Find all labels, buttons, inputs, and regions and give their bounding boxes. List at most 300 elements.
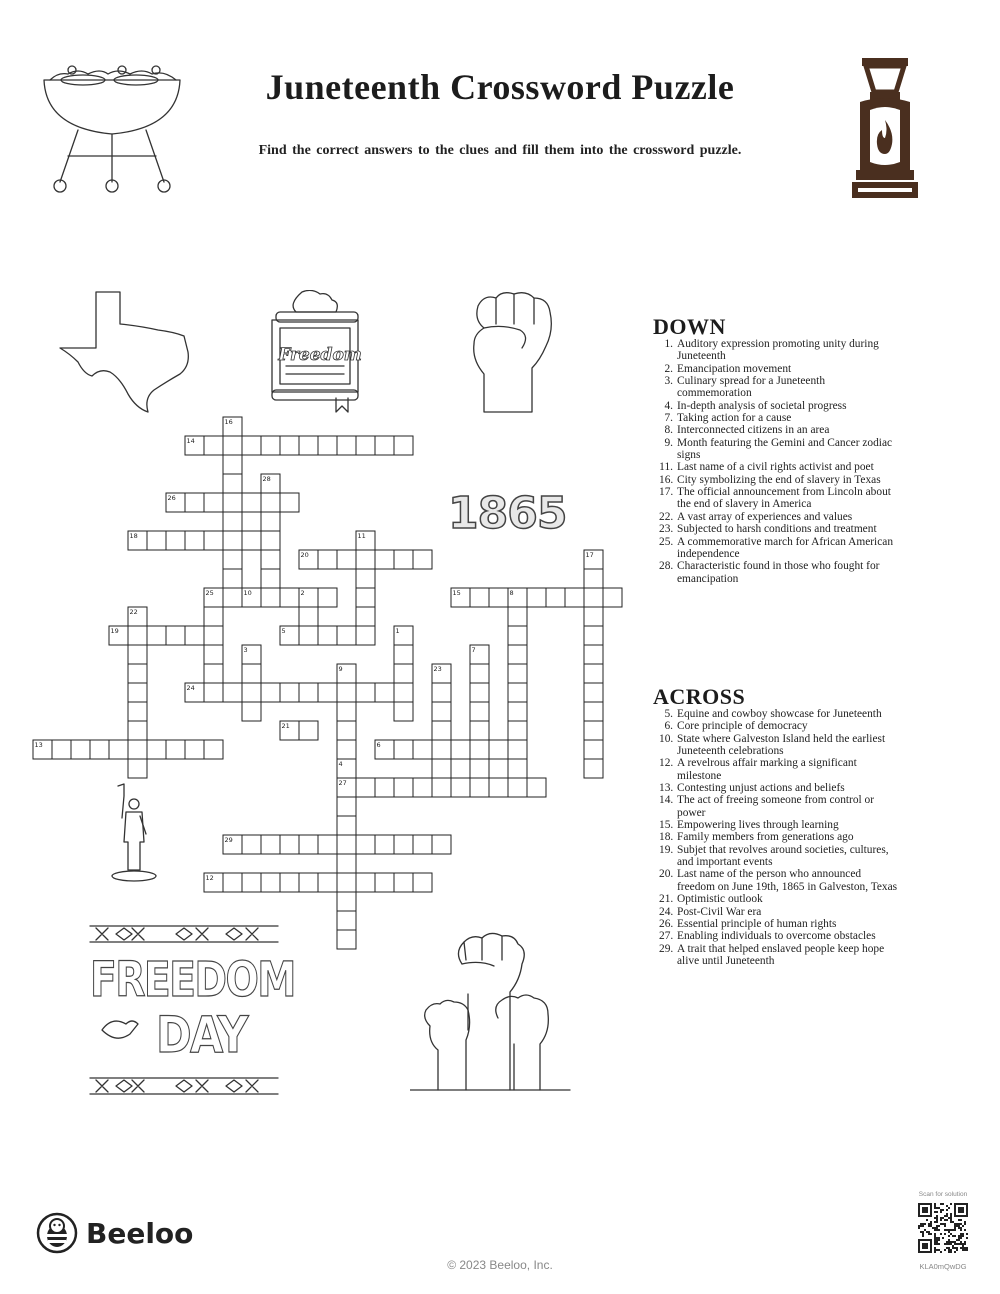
clue-number: 22. [659, 510, 674, 523]
crossword-cell[interactable] [185, 531, 204, 550]
clue-text: Empowering lives through learning [677, 819, 839, 832]
clue-text: In-depth analysis of societal progress [677, 399, 847, 412]
clue-number: 29. [659, 942, 674, 955]
clue-text: Contesting unjust actions and beliefs [677, 782, 845, 795]
crossword-cell[interactable] [394, 550, 413, 569]
clue-number: 28. [659, 560, 674, 573]
down-clue [659, 375, 899, 400]
crossword-cell[interactable] [413, 835, 432, 854]
crossword-cell[interactable] [299, 436, 318, 455]
crossword-cell[interactable] [337, 683, 356, 702]
crossword-cell[interactable] [413, 778, 432, 797]
crossword-cell[interactable] [527, 588, 546, 607]
crossword-cell[interactable] [128, 721, 147, 740]
across-clue [659, 782, 899, 794]
crossword-cell[interactable] [356, 569, 375, 588]
clue-text: Taking action for a cause [677, 412, 792, 425]
crossword-cell[interactable] [147, 740, 166, 759]
year-1865-label: 1865 [448, 488, 567, 539]
clue-number: 1. [664, 338, 673, 350]
down-clue [659, 474, 899, 486]
crossword-cell[interactable] [223, 493, 242, 512]
clue-number: 6. [664, 720, 673, 733]
down-clue [659, 437, 899, 462]
crossword-cell[interactable] [337, 740, 356, 759]
crossword-cell[interactable] [204, 626, 223, 645]
crossword-cell[interactable] [280, 683, 299, 702]
bee-icon [36, 1212, 78, 1254]
clue-cell-number: 28 [262, 475, 271, 483]
clue-cell-number: 15 [452, 589, 461, 597]
crossword-cell[interactable] [261, 873, 280, 892]
crossword-cell[interactable] [508, 740, 527, 759]
crossword-cell[interactable] [204, 531, 223, 550]
clue-cell-number: 12 [205, 874, 214, 882]
crossword-cell[interactable] [147, 531, 166, 550]
clue-cell-number: 9 [338, 665, 343, 673]
crossword-cell[interactable] [489, 740, 508, 759]
crossword-cell[interactable] [432, 740, 451, 759]
clue-cell-number: 24 [186, 684, 195, 692]
crossword-cell[interactable] [356, 626, 375, 645]
clue-number: 17. [659, 486, 674, 499]
across-clue [659, 794, 899, 819]
crossword-cell[interactable] [356, 588, 375, 607]
down-clue [659, 424, 899, 436]
crossword-cell[interactable] [318, 550, 337, 569]
crossword-cell[interactable] [375, 778, 394, 797]
crossword-cell[interactable] [337, 873, 356, 892]
crossword-cell[interactable] [318, 683, 337, 702]
crossword-cell[interactable] [166, 531, 185, 550]
crossword-cell[interactable] [508, 626, 527, 645]
down-clue [659, 523, 899, 535]
clue-cell-number: 5 [281, 627, 286, 635]
clue-text: Enabling individuals to overcome obstacles [677, 930, 876, 943]
crossword-cell[interactable] [584, 702, 603, 721]
crossword-cell[interactable] [242, 702, 261, 721]
clue-number: 20. [659, 868, 674, 881]
statue-figure-icon [104, 782, 160, 886]
crossword-cell[interactable] [394, 702, 413, 721]
crossword-cell[interactable] [356, 778, 375, 797]
crossword-cell[interactable] [318, 835, 337, 854]
crossword-cell[interactable] [261, 550, 280, 569]
crossword-cell[interactable] [185, 626, 204, 645]
crossword-cell[interactable] [185, 740, 204, 759]
clue-text: A revelrous affair marking a significant milestone [677, 757, 857, 782]
clue-cell-number: 27 [338, 779, 347, 787]
crossword-cell[interactable] [128, 702, 147, 721]
crossword-cell[interactable] [204, 664, 223, 683]
crossword-cell[interactable] [603, 588, 622, 607]
crossword-cell[interactable] [223, 474, 242, 493]
crossword-cell[interactable] [470, 702, 489, 721]
clue-text: Culinary spread for a Juneteenth commemoration [677, 375, 826, 400]
crossword-cell[interactable] [470, 683, 489, 702]
clue-text: A vast array of experiences and values [677, 510, 853, 523]
clue-number: 13. [659, 782, 674, 795]
crossword-cell[interactable] [128, 740, 147, 759]
clue-number: 25. [659, 535, 674, 548]
across-clue [659, 720, 899, 732]
crossword-cell[interactable] [489, 588, 508, 607]
crossword-cell[interactable] [508, 759, 527, 778]
crossword-cell[interactable] [280, 436, 299, 455]
clue-number: 26. [659, 917, 674, 930]
crossword-cell[interactable] [394, 436, 413, 455]
crossword-cell[interactable] [432, 702, 451, 721]
clue-text: Core principle of democracy [677, 720, 808, 733]
crossword-cell[interactable] [242, 493, 261, 512]
crossword-cell[interactable] [394, 645, 413, 664]
crossword-cell[interactable] [527, 778, 546, 797]
crossword-cell[interactable] [470, 778, 489, 797]
clue-number: 4. [664, 399, 673, 412]
crossword-cell[interactable] [356, 835, 375, 854]
crossword-cell[interactable] [337, 816, 356, 835]
crossword-cell[interactable] [337, 550, 356, 569]
crossword-cell[interactable] [337, 702, 356, 721]
down-clue-list [659, 338, 899, 585]
crossword-cell[interactable] [109, 740, 128, 759]
crossword-cell[interactable] [413, 740, 432, 759]
crossword-cell[interactable] [166, 626, 185, 645]
crossword-cell[interactable] [508, 702, 527, 721]
crossword-cell[interactable] [356, 550, 375, 569]
crossword-cell[interactable] [584, 683, 603, 702]
crossword-cell[interactable] [261, 569, 280, 588]
crossword-cell[interactable] [204, 740, 223, 759]
across-clue [659, 906, 899, 918]
crossword-cell[interactable] [451, 778, 470, 797]
clue-cell-number: 22 [129, 608, 138, 616]
crossword-cell[interactable] [223, 531, 242, 550]
clue-text: Post-Civil War era [677, 905, 762, 918]
clue-text: The act of freeing someone from control or power [677, 794, 875, 819]
page-subtitle: Find the correct answers to the clues and fill them into the crossword puzzle. [258, 143, 742, 158]
crossword-cell[interactable] [261, 531, 280, 550]
clue-cell-number: 1 [395, 627, 400, 635]
crossword-cell[interactable] [432, 835, 451, 854]
crossword-cell[interactable] [584, 664, 603, 683]
copyright-text: © 2023 Beeloo, Inc. [447, 1258, 553, 1272]
across-clue-list [659, 708, 899, 967]
crossword-cell[interactable] [375, 873, 394, 892]
down-clue [659, 363, 899, 375]
crossword-cell[interactable] [128, 664, 147, 683]
crossword-cell[interactable] [337, 436, 356, 455]
clue-cell-number: 21 [281, 722, 290, 730]
down-clue [659, 461, 899, 473]
clue-cell-number: 16 [224, 418, 233, 426]
across-clue [659, 708, 899, 720]
crossword-cell[interactable] [470, 759, 489, 778]
crossword-cell[interactable] [470, 664, 489, 683]
crossword-cell[interactable] [508, 778, 527, 797]
down-clue [659, 486, 899, 511]
crossword-cell[interactable] [470, 740, 489, 759]
crossword-cell[interactable] [508, 645, 527, 664]
crossword-cell[interactable] [223, 512, 242, 531]
down-heading: DOWN [653, 314, 726, 339]
crossword-cell[interactable] [318, 436, 337, 455]
beeloo-logo[interactable] [36, 1212, 193, 1254]
clue-text: City symbolizing the end of slavery in Texas [677, 473, 881, 486]
crossword-cell[interactable] [508, 607, 527, 626]
crossword-cell[interactable] [147, 626, 166, 645]
crossword-cell[interactable] [128, 683, 147, 702]
across-heading: ACROSS [653, 684, 746, 709]
clue-number: 16. [659, 473, 674, 486]
clue-cell-number: 18 [129, 532, 138, 540]
crossword-cell[interactable] [242, 664, 261, 683]
clue-number: 21. [659, 893, 674, 906]
crossword-cell[interactable] [565, 588, 584, 607]
clue-cell-number: 7 [471, 646, 476, 654]
clue-text: A commemorative march for African American independence [677, 535, 894, 560]
clue-number: 19. [659, 843, 674, 856]
clue-text: Essential principle of human rights [677, 917, 837, 930]
crossword-cell[interactable] [242, 531, 261, 550]
crossword-cell[interactable] [584, 588, 603, 607]
crossword-cell[interactable] [280, 835, 299, 854]
crossword-cell[interactable] [128, 626, 147, 645]
clue-cell-number: 13 [34, 741, 43, 749]
clue-text: Subjected to harsh conditions and treatment [677, 523, 877, 536]
crossword-cell[interactable] [299, 683, 318, 702]
crossword-cell[interactable] [204, 436, 223, 455]
crossword-cell[interactable] [318, 588, 337, 607]
crossword-cell[interactable] [375, 550, 394, 569]
crossword-cell[interactable] [394, 778, 413, 797]
crossword-cell[interactable] [261, 493, 280, 512]
crossword-cell[interactable] [584, 721, 603, 740]
clue-text: Subjet that revolves around societies, cultures, and important events [677, 843, 889, 869]
crossword-cell[interactable] [432, 778, 451, 797]
crossword-cell[interactable] [394, 683, 413, 702]
crossword-cell[interactable] [185, 493, 204, 512]
crossword-cell[interactable] [71, 740, 90, 759]
crossword-cell[interactable] [337, 892, 356, 911]
clue-number: 9. [664, 436, 673, 449]
clue-text: Auditory expression promoting unity during Juneteenth [677, 338, 879, 363]
clue-number: 2. [664, 362, 673, 375]
crossword-cell[interactable] [299, 873, 318, 892]
crossword-cell[interactable] [394, 740, 413, 759]
crossword-cell[interactable] [299, 835, 318, 854]
crossword-cell[interactable] [508, 664, 527, 683]
qr-caption: Scan for solution [918, 1191, 968, 1198]
crossword-cell[interactable] [52, 740, 71, 759]
clue-cell-number: 19 [110, 627, 119, 635]
crossword-cell[interactable] [90, 740, 109, 759]
crossword-cell[interactable] [204, 493, 223, 512]
crossword-cell[interactable] [375, 683, 394, 702]
crossword-cell[interactable] [299, 626, 318, 645]
crossword-cell[interactable] [413, 873, 432, 892]
crossword-cell[interactable] [261, 835, 280, 854]
crossword-cell[interactable] [223, 683, 242, 702]
crossword-cell[interactable] [413, 550, 432, 569]
crossword-cell[interactable] [394, 873, 413, 892]
clue-text: Last name of the person who announced freedom on June 19th, 1865 in Galveston, Texas [677, 868, 898, 893]
clue-text: The official announcement from Lincoln about the end of slavery in America [677, 486, 891, 511]
crossword-cell[interactable] [261, 588, 280, 607]
crossword-cell[interactable] [584, 607, 603, 626]
down-clue [659, 338, 899, 363]
clue-cell-number: 4 [338, 760, 343, 768]
clue-text: Equine and cowboy showcase for Juneteenth [677, 708, 882, 720]
clue-text: Month featuring the Gemini and Cancer zodiac signs [677, 436, 893, 462]
crossword-cell[interactable] [394, 664, 413, 683]
across-clue [659, 757, 899, 782]
crossword-cell[interactable] [166, 740, 185, 759]
crossword-cell[interactable] [584, 645, 603, 664]
three-fists-icon [410, 930, 574, 1094]
crossword-cell[interactable] [128, 645, 147, 664]
across-clue [659, 844, 899, 869]
crossword-cell[interactable] [470, 588, 489, 607]
clue-cell-number: 17 [585, 551, 594, 559]
across-clue [659, 943, 899, 968]
clue-cell-number: 20 [300, 551, 309, 559]
brand-name: Beeloo [86, 1216, 194, 1250]
clue-cell-number: 23 [433, 665, 442, 673]
crossword-cell[interactable] [337, 721, 356, 740]
crossword-cell[interactable] [337, 930, 356, 949]
crossword-cell[interactable] [128, 759, 147, 778]
clue-number: 10. [659, 732, 674, 745]
crossword-cell[interactable] [242, 873, 261, 892]
crossword-cell[interactable] [432, 721, 451, 740]
crossword-cell[interactable] [204, 683, 223, 702]
across-clue [659, 868, 899, 893]
clue-number: 5. [664, 708, 673, 720]
clue-number: 8. [664, 424, 673, 437]
crossword-cell[interactable] [318, 873, 337, 892]
crossword-cell[interactable] [204, 607, 223, 626]
clue-text: State where Galveston Island held the earliest Juneteenth celebrations [677, 732, 886, 758]
crossword-cell[interactable] [337, 626, 356, 645]
clue-number: 18. [659, 831, 674, 844]
down-clue [659, 400, 899, 412]
crossword-cell[interactable] [299, 607, 318, 626]
clue-number: 27. [659, 930, 674, 943]
clue-cell-number: 3 [243, 646, 248, 654]
crossword-cell[interactable] [432, 683, 451, 702]
crossword-cell[interactable] [337, 797, 356, 816]
crossword-cell[interactable] [584, 569, 603, 588]
qr-code-icon[interactable] [918, 1203, 968, 1253]
crossword-cell[interactable] [280, 873, 299, 892]
crossword-cell[interactable] [375, 436, 394, 455]
crossword-cell[interactable] [508, 721, 527, 740]
crossword-cell[interactable] [318, 626, 337, 645]
clue-number: 23. [659, 523, 674, 536]
clue-cell-number: 11 [357, 532, 366, 540]
qr-code-text: KLA0mQwDG [919, 1262, 967, 1271]
clue-cell-number: 6 [376, 741, 381, 749]
crossword-cell[interactable] [261, 683, 280, 702]
crossword-cell[interactable] [223, 569, 242, 588]
crossword-cell[interactable] [375, 835, 394, 854]
crossword-cell[interactable] [584, 759, 603, 778]
crossword-cell[interactable] [242, 683, 261, 702]
crossword-cell[interactable] [584, 626, 603, 645]
crossword-cell[interactable] [204, 645, 223, 664]
crossword-cell[interactable] [223, 455, 242, 474]
crossword-cell[interactable] [584, 740, 603, 759]
crossword-cell[interactable] [451, 740, 470, 759]
clue-cell-number: 25 [205, 589, 214, 597]
crossword-cell[interactable] [356, 436, 375, 455]
clue-number: 12. [659, 757, 674, 770]
crossword-cell[interactable] [223, 550, 242, 569]
crossword-cell[interactable] [261, 512, 280, 531]
across-clue [659, 893, 899, 905]
crossword-cell[interactable] [337, 911, 356, 930]
clue-cell-number: 14 [186, 437, 195, 445]
clue-cell-number: 8 [509, 589, 514, 597]
down-clue [659, 560, 899, 585]
crossword-cell[interactable] [261, 436, 280, 455]
clue-text: Last name of a civil rights activist and poet [677, 461, 874, 474]
across-clue [659, 831, 899, 843]
crossword-cell[interactable] [508, 683, 527, 702]
across-clue [659, 918, 899, 930]
crossword-cell[interactable] [546, 588, 565, 607]
page-title: Juneteenth Crossword Puzzle [265, 67, 735, 107]
clue-cell-number: 10 [243, 589, 252, 597]
crossword-cell[interactable] [394, 835, 413, 854]
crossword-cell[interactable] [223, 436, 242, 455]
clue-cell-number: 2 [300, 589, 305, 597]
clue-number: 3. [664, 375, 673, 388]
freedom-word: FREEDOM [90, 952, 295, 1008]
crossword-cell[interactable] [356, 683, 375, 702]
crossword-cell[interactable] [242, 436, 261, 455]
down-clue [659, 536, 899, 561]
crossword-cell[interactable] [356, 873, 375, 892]
clue-text: Characteristic found in those who fought for emancipation [677, 560, 880, 585]
crossword-cell[interactable] [337, 835, 356, 854]
crossword-cell[interactable] [223, 588, 242, 607]
across-clue [659, 733, 899, 758]
clue-cell-number: 26 [167, 494, 176, 502]
crossword-cell[interactable] [489, 778, 508, 797]
clue-text: Interconnected citizens in an area [677, 424, 830, 437]
crossword-cell[interactable] [432, 759, 451, 778]
clue-number: 14. [659, 794, 674, 807]
crossword-cell[interactable] [223, 873, 242, 892]
crossword-cell[interactable] [337, 854, 356, 873]
crossword-cell[interactable] [242, 835, 261, 854]
crossword-cell[interactable] [299, 721, 318, 740]
crossword-cell[interactable] [280, 588, 299, 607]
crossword-cell[interactable] [280, 493, 299, 512]
clue-number: 15. [659, 819, 674, 832]
scroll-label: Freedom [278, 345, 362, 365]
across-clue [659, 930, 899, 942]
crossword-cell[interactable] [470, 721, 489, 740]
clue-number: 7. [664, 412, 673, 425]
crossword-cell[interactable] [356, 607, 375, 626]
clue-text: Family members from generations ago [677, 831, 854, 844]
clue-text: Optimistic outlook [677, 893, 763, 906]
clue-number: 11. [659, 461, 673, 474]
down-clue [659, 511, 899, 523]
